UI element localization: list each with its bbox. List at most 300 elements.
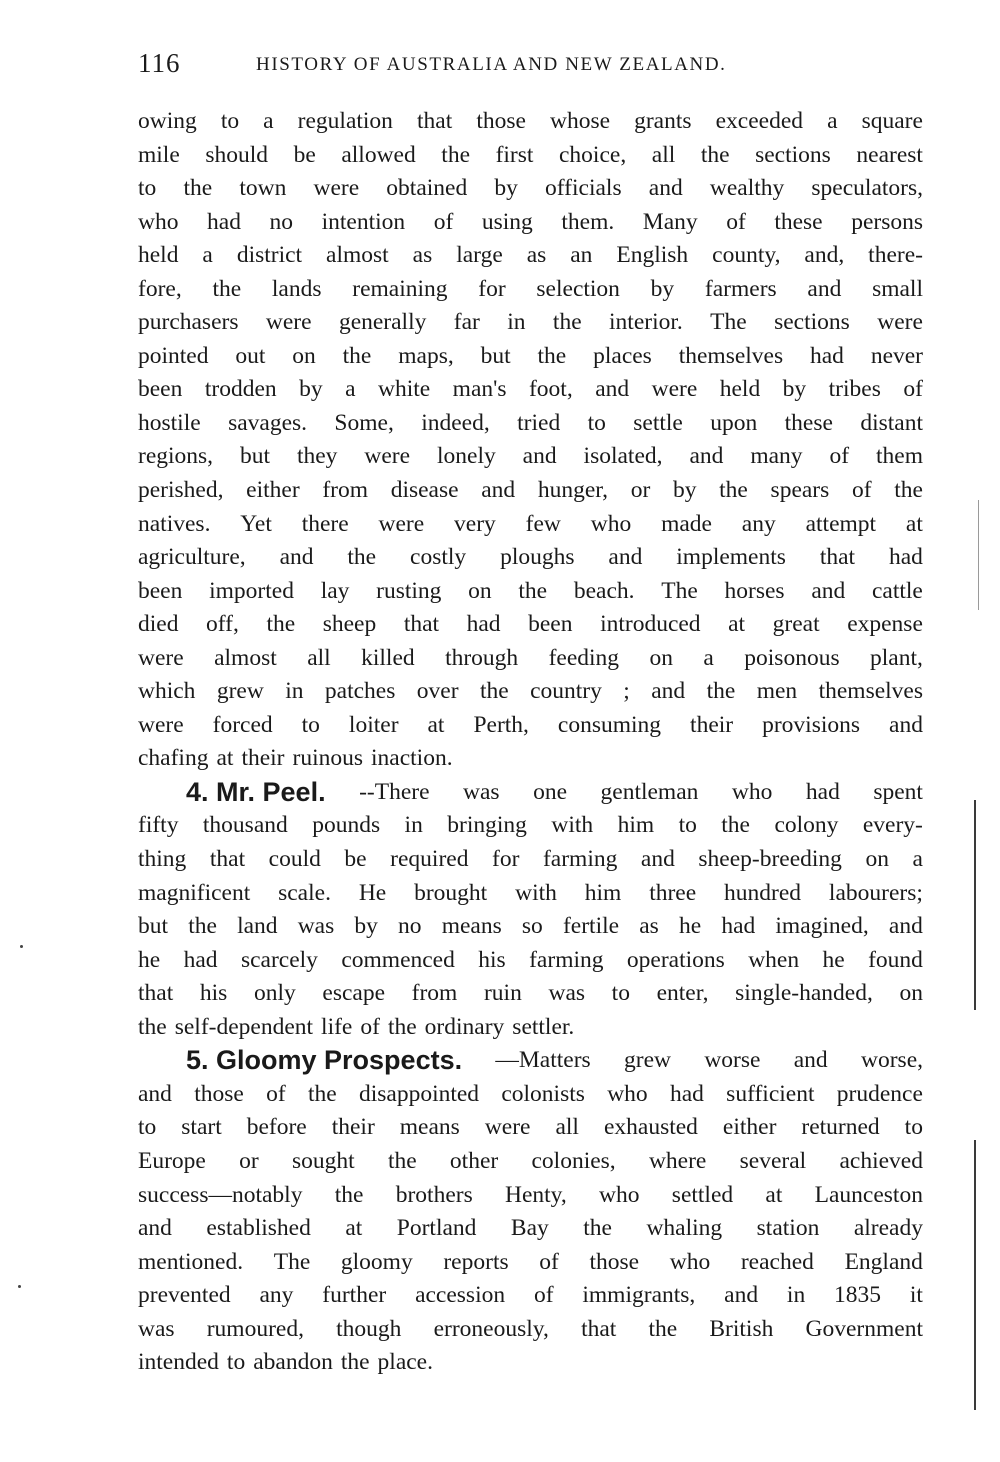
word: horses (724, 577, 785, 604)
text-line (138, 877, 923, 911)
text-line (138, 172, 923, 206)
word: been (138, 577, 183, 604)
word: who (590, 510, 632, 537)
word: hundred (724, 879, 802, 906)
word: the (894, 477, 923, 504)
word: disease (390, 477, 459, 504)
word: a (263, 108, 274, 134)
word: ordinary (424, 1013, 505, 1040)
word: escape (322, 980, 386, 1007)
word: abandon (253, 1349, 333, 1376)
word: in (285, 678, 304, 705)
word: were (877, 309, 923, 336)
word: that (581, 1315, 617, 1342)
word: the (387, 1013, 417, 1040)
word: ruinous (292, 745, 364, 772)
word: colony (774, 812, 839, 839)
word: the (721, 812, 750, 839)
word: to (138, 175, 157, 202)
word: or (630, 477, 651, 504)
word: of (266, 1080, 286, 1107)
word: it (909, 1282, 923, 1309)
word: could (268, 846, 321, 873)
scan-speck (18, 1285, 21, 1288)
word: these (784, 409, 833, 436)
word: cattle (871, 577, 923, 604)
word: died (138, 611, 179, 638)
word: country (530, 678, 602, 705)
word: rumoured, (206, 1315, 304, 1342)
word: either (246, 477, 300, 504)
word: and (888, 913, 923, 940)
word: at (345, 1215, 363, 1242)
word: any (741, 510, 776, 537)
word: trodden (204, 376, 277, 403)
word: had (183, 946, 218, 973)
word: the (188, 913, 217, 940)
word: mentioned. (138, 1248, 244, 1275)
text-line (138, 1179, 923, 1213)
word: in (404, 812, 423, 839)
word: the (537, 342, 567, 369)
word: to (226, 1349, 246, 1376)
word: of (726, 208, 746, 235)
word: him (584, 879, 622, 906)
word: by (354, 913, 378, 940)
word: life (321, 1013, 353, 1040)
word: hostile (138, 409, 201, 436)
word: purchasers (138, 309, 239, 336)
word: on (468, 577, 492, 604)
word: and, (804, 242, 845, 269)
word: sections (774, 309, 850, 336)
word: pounds (312, 812, 381, 839)
word: provisions (762, 711, 861, 738)
word: white (377, 376, 431, 403)
word: their (241, 745, 285, 772)
word: allowed (341, 141, 416, 168)
word: by (299, 376, 323, 403)
word: He (358, 879, 387, 906)
word: them (876, 443, 923, 470)
word: station (756, 1215, 820, 1242)
word: a (202, 242, 213, 269)
word: almost (214, 644, 277, 671)
word: grew (624, 1047, 671, 1074)
text-line (138, 273, 923, 307)
page-number: 116 (138, 48, 181, 78)
word: had (888, 544, 923, 571)
word: who (669, 1248, 711, 1275)
word: his (478, 946, 506, 973)
word: grew (216, 678, 264, 705)
word: that (138, 980, 174, 1007)
word: by (494, 175, 518, 202)
word: commenced (341, 946, 455, 973)
word: several (739, 1147, 807, 1174)
word: had (810, 342, 844, 369)
word: by (650, 275, 675, 302)
word: fore, (138, 275, 182, 302)
word: wealthy (709, 175, 785, 202)
word: returned (801, 1114, 880, 1141)
word: whose (549, 108, 611, 134)
word: grants (634, 108, 692, 134)
text-line (138, 843, 923, 877)
word: over (416, 678, 459, 705)
word: be (293, 141, 316, 168)
section-5-first-line (138, 1044, 923, 1078)
word: in (786, 1282, 806, 1309)
word: other (449, 1147, 499, 1174)
text-line (138, 642, 923, 676)
word: or (239, 1147, 259, 1174)
word: and (807, 275, 842, 302)
word: from (411, 980, 458, 1007)
word: and (648, 175, 683, 202)
word: already (853, 1215, 923, 1242)
word: means (399, 1114, 460, 1141)
word: was (297, 913, 335, 940)
word: for (492, 846, 520, 873)
word: farming (529, 946, 604, 973)
word: few (525, 510, 561, 537)
word: was (463, 778, 500, 805)
word: county, (712, 242, 781, 269)
word: on (899, 980, 923, 1007)
text-line (138, 105, 923, 139)
word: these (774, 208, 823, 235)
word: —Matters (495, 1047, 591, 1074)
text-line (138, 440, 923, 474)
word: by (782, 376, 807, 403)
word: imagined, (775, 913, 869, 940)
word: with (515, 879, 557, 906)
word: had (207, 208, 241, 235)
word: in (507, 309, 526, 336)
word: of (433, 208, 454, 235)
word: indeed, (421, 409, 490, 436)
word: enter, (656, 980, 709, 1007)
word: farmers (704, 275, 777, 302)
word: of (851, 477, 872, 504)
text-line (138, 1313, 923, 1347)
word: that (417, 108, 453, 134)
word: means (441, 913, 502, 940)
word: savages. (228, 409, 308, 436)
word: sought (291, 1147, 355, 1174)
word: ruin (483, 980, 522, 1007)
word: nearest (856, 141, 923, 168)
word: colonies, (531, 1147, 616, 1174)
word: were (484, 1114, 531, 1141)
word: accession (415, 1282, 506, 1309)
word: but (480, 342, 511, 369)
word: officials (545, 175, 622, 202)
word: obtained (386, 175, 468, 202)
word: Europe (138, 1147, 206, 1174)
word: him (617, 812, 655, 839)
text-line (138, 742, 923, 776)
word: agriculture, (138, 544, 246, 571)
word: and (608, 544, 643, 571)
word: first (495, 141, 534, 168)
word: killed (361, 644, 415, 671)
word: to (611, 980, 630, 1007)
text-line (138, 977, 923, 1011)
page-header (138, 48, 828, 84)
word: gloomy (340, 1248, 413, 1275)
word: by (672, 477, 697, 504)
word: but (138, 913, 169, 940)
word: maps, (398, 342, 454, 369)
word: of (539, 1248, 559, 1275)
word: Government (805, 1315, 923, 1342)
word: implements (676, 544, 786, 571)
scan-speck (20, 945, 23, 948)
word: their (690, 711, 734, 738)
text-line (138, 910, 923, 944)
word: regulation (297, 108, 393, 134)
margin-rule (974, 800, 976, 1010)
word: established (206, 1215, 311, 1242)
word: a (912, 846, 923, 873)
word: gentleman (600, 778, 699, 805)
word: 1835 (834, 1282, 882, 1309)
word: with (551, 812, 594, 839)
margin-rule (974, 1140, 976, 1410)
word: using (481, 208, 533, 235)
word: on (649, 644, 673, 671)
word: land (237, 913, 278, 940)
word: Many (642, 208, 698, 235)
word: the (518, 577, 548, 604)
word: England (844, 1248, 923, 1275)
word: introduced (600, 611, 701, 638)
body-text (138, 105, 923, 1380)
word: further (322, 1282, 387, 1309)
word: the (700, 141, 730, 168)
word: and (724, 1282, 759, 1309)
word: spent (873, 778, 923, 805)
word: worse, (861, 1047, 923, 1074)
word: and (689, 443, 724, 470)
word: them. (561, 208, 615, 235)
word: man's (452, 376, 507, 403)
word: which (138, 678, 196, 705)
word: The (661, 577, 698, 604)
word: start (181, 1114, 222, 1141)
word: Some, (334, 409, 394, 436)
word: English (616, 242, 689, 269)
word: brothers (395, 1181, 473, 1208)
word: who (138, 208, 179, 235)
word: of (903, 376, 923, 403)
word: The (710, 309, 747, 336)
word: settled (671, 1181, 734, 1208)
word: sections (755, 141, 831, 168)
word: many (750, 443, 803, 470)
word: on (292, 342, 316, 369)
word: Bay (510, 1215, 549, 1242)
running-head: HISTORY OF AUSTRALIA AND NEW ZEALAND. (256, 54, 727, 75)
text-line (138, 608, 923, 642)
text-line (138, 809, 923, 843)
word: found (868, 946, 923, 973)
word: brought (414, 879, 488, 906)
word: a (703, 644, 714, 671)
word: scarcely (240, 946, 318, 973)
word: farming (542, 846, 618, 873)
word: almost (326, 242, 389, 269)
word: Perth, (473, 711, 529, 738)
word: fifty (138, 812, 179, 839)
word: men (756, 678, 798, 705)
word: should (205, 141, 269, 168)
word: imported (209, 577, 294, 604)
word: those (589, 1248, 640, 1275)
word: of (360, 1013, 380, 1040)
word: settler. (512, 1013, 575, 1040)
word: small (872, 275, 923, 302)
word: exceeded (715, 108, 803, 134)
text-line (138, 1279, 923, 1313)
word: town (239, 175, 287, 202)
text-line (138, 1212, 923, 1246)
word: reports (443, 1248, 509, 1275)
word: beach. (573, 577, 635, 604)
word: from (322, 477, 369, 504)
text-line (138, 206, 923, 240)
word: and (138, 1080, 172, 1107)
word: a (345, 376, 356, 403)
word: who (607, 1080, 648, 1107)
word: expense (847, 611, 923, 638)
word: forced (212, 711, 273, 738)
word: tried (517, 409, 561, 436)
word: remaining (352, 275, 448, 302)
word: plant, (870, 644, 923, 671)
word: chafing (138, 745, 209, 772)
word: perished, (138, 477, 224, 504)
word: to (138, 1114, 157, 1141)
word: every- (862, 812, 923, 839)
word: and (811, 577, 846, 604)
word: of (829, 443, 850, 470)
text-line (138, 340, 923, 374)
word: who (599, 1181, 640, 1208)
word: magnificent (138, 879, 251, 906)
text-line (138, 675, 923, 709)
word: spears (770, 477, 830, 504)
word: achieved (839, 1147, 923, 1174)
margin-rule (978, 500, 979, 610)
word: the (266, 611, 296, 638)
word: at (728, 611, 746, 638)
word: regions, (138, 443, 214, 470)
word: that (403, 611, 440, 638)
word: sufficient (726, 1080, 815, 1107)
word: the (552, 309, 582, 336)
word: the (212, 275, 242, 302)
word: great (772, 611, 820, 638)
word: were (138, 644, 184, 671)
word: were (378, 510, 425, 537)
word: lonely (436, 443, 496, 470)
text-line (138, 1011, 923, 1045)
word: thing (138, 846, 187, 873)
word: all (555, 1114, 579, 1141)
word: poisonous (744, 644, 840, 671)
word: mile (138, 141, 180, 168)
word: costly (410, 544, 467, 571)
word: who (731, 778, 773, 805)
section-4-first-line (138, 776, 923, 810)
word: be (344, 846, 367, 873)
word: had (721, 913, 756, 940)
word: as (412, 242, 433, 269)
word: whaling (646, 1215, 723, 1242)
text-line (138, 474, 923, 508)
word: all (307, 644, 331, 671)
word: intention (321, 208, 406, 235)
word: through (445, 644, 519, 671)
word: out (235, 342, 266, 369)
word: only (253, 980, 296, 1007)
word: at (427, 711, 445, 738)
word: at (216, 745, 234, 772)
word: those (194, 1080, 244, 1107)
word: bringing (447, 812, 527, 839)
word: was (138, 1315, 175, 1342)
word: the (387, 1147, 417, 1174)
word: success—notably (138, 1181, 303, 1208)
word: consuming (557, 711, 662, 738)
word: the (138, 1013, 167, 1040)
word: upon (710, 409, 758, 436)
word: and (595, 376, 630, 403)
word: themselves (678, 342, 784, 369)
word: and (651, 678, 686, 705)
word: the (706, 678, 736, 705)
word: feeding (548, 644, 620, 671)
word: the (479, 678, 509, 705)
text-line (138, 373, 923, 407)
word: to (678, 812, 697, 839)
word: no (398, 913, 422, 940)
word: rusting (376, 577, 442, 604)
section-heading-mr-peel: 4. Mr. Peel. (186, 776, 326, 807)
word: tribes (828, 376, 881, 403)
word: required (390, 846, 469, 873)
word: though (336, 1315, 402, 1342)
text-line (138, 1346, 923, 1380)
word: were (265, 309, 312, 336)
word: reached (740, 1248, 814, 1275)
word: no (269, 208, 294, 235)
word: ; (623, 678, 630, 705)
word: selection (536, 275, 620, 302)
word: never (870, 342, 923, 369)
word: single-handed, (735, 980, 873, 1007)
word: disappointed (358, 1080, 480, 1107)
word: to (587, 409, 606, 436)
word: lands (271, 275, 322, 302)
word: patches (324, 678, 396, 705)
word: ploughs (500, 544, 575, 571)
word: held (138, 242, 179, 269)
word: place. (377, 1349, 433, 1376)
